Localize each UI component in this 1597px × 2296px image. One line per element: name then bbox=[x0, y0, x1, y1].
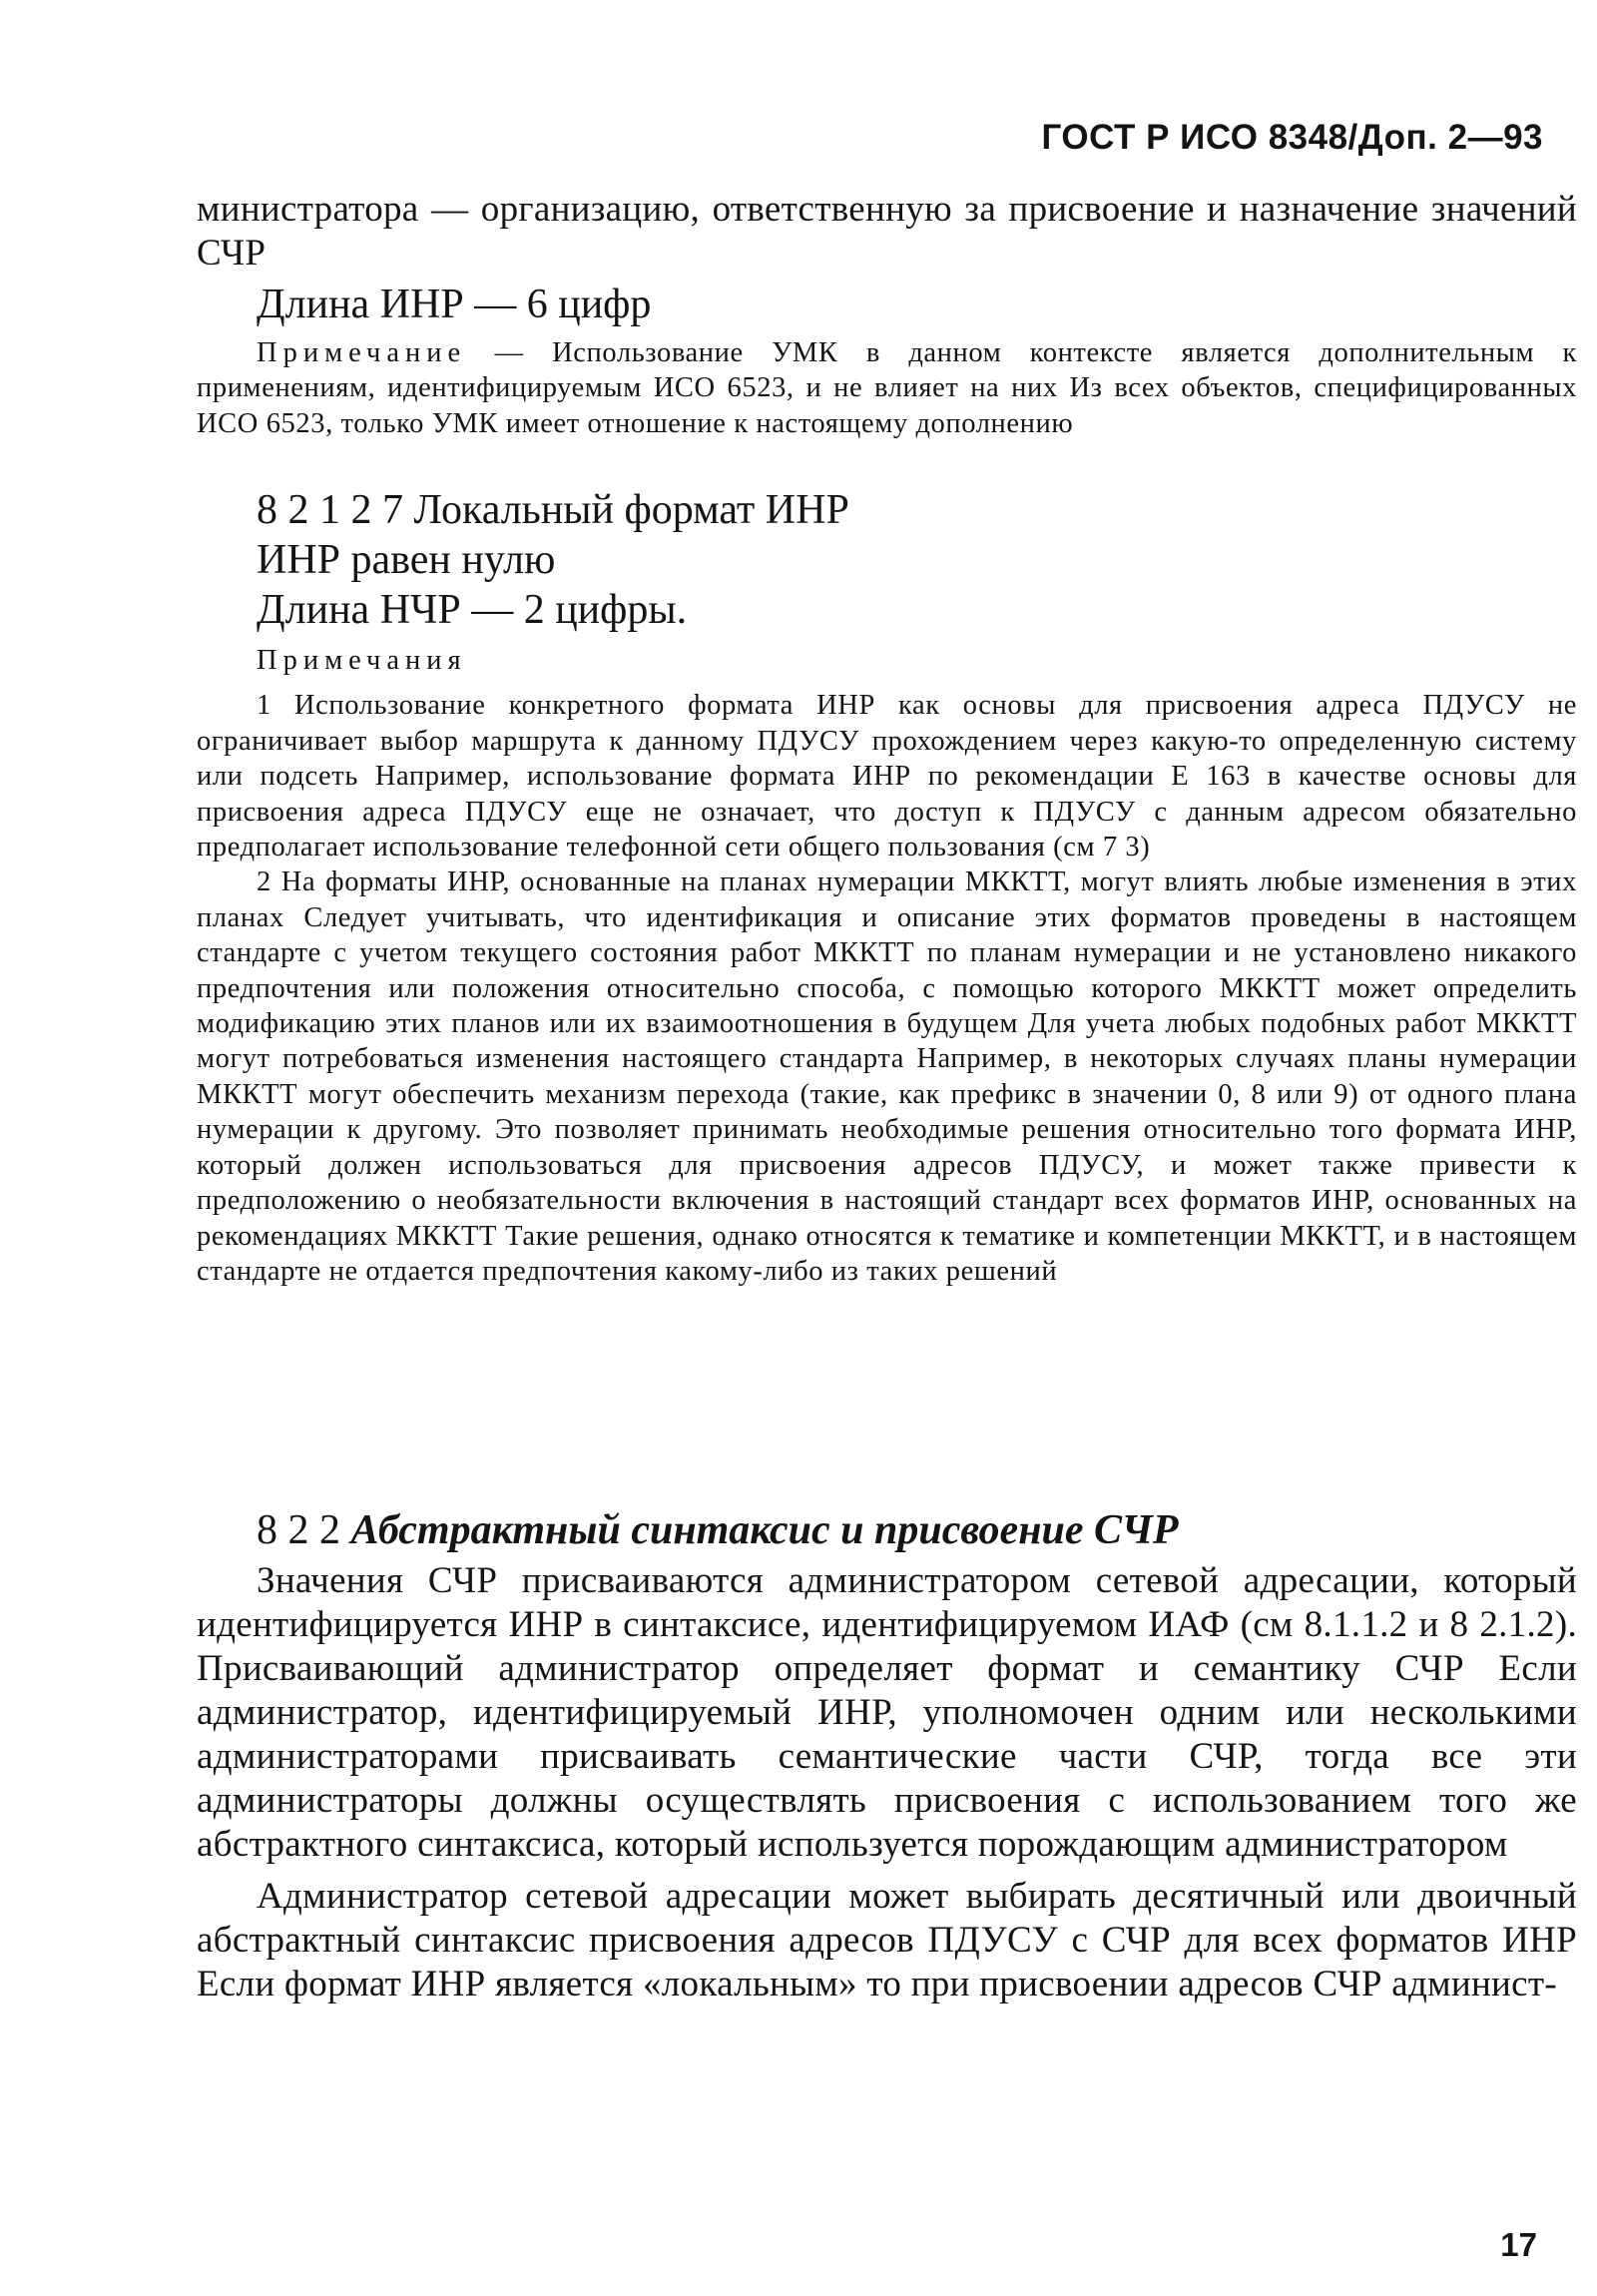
section-number-822: 8 2 2 bbox=[257, 1507, 351, 1553]
note-label: Примечание bbox=[257, 337, 467, 368]
note-2: 2 На форматы ИНР, основанные на планах нумерации МККТТ, могут влиять любые изменения в этих планах Следует учитывать, что идентификация и описание этих форматов проведены в настоящем стандарте с учетом текущего состояния работ МККТТ по планам нумерации и не установлено никакого предпочтения или положения относительно способа, с помощью которого МККТТ может определить модификацию этих планов или их взаимоотношения в будущем Для учета любых подобных работ МККТТ могут потребоваться изменения настоящего стандарта Например, в некоторых случаях планы нумерации МККТТ могут обеспечить механизм перехода (такие, как префикс в значении 0, 8 или 9) от одного плана нумерации к другому. Это позволяет принимать необходимые решения относительно того формата ИНР, который должен использоваться для присвоения адресов ПДУСУ, и может также привести к предположению о необязательности включения в настоящий стандарт всех форматов ИНР, основанных на рекомендациях МККТТ Такие решения, однако относятся к тематике и компетенции МККТТ, и в настоящем стандарте не отдается предпочтения какому-либо из таких решений bbox=[197, 866, 1577, 1287]
notes-label: Примечания bbox=[257, 645, 467, 676]
section-title-8127: 8 2 1 2 7 Локальный формат ИНР bbox=[257, 487, 849, 533]
page-number: 17 bbox=[1500, 2226, 1537, 2263]
idi-zero-line: ИНР равен нулю bbox=[257, 537, 556, 583]
section-heading-822: Абстрактный синтаксис и присвоение СЧР bbox=[350, 1507, 1179, 1553]
note-text: — Использование УМК в данном контексте является дополнительным к применениям, идентифицируемым ИСО 6523, и не влияет на них Из всех объектов, специфицированных ИСО 6523, только УМК имеет отношение к настоящему дополнению bbox=[197, 337, 1577, 439]
intro-paragraph: министратора — организацию, ответственную за присвоение и назначение значений СЧР bbox=[197, 189, 1577, 274]
note-umk bbox=[197, 335, 1577, 441]
paragraph-abstract-syntax: Администратор сетевой адресации может выбирать десятичный или двоичный абстрактный синтаксис присвоения адресов ПДУСУ с СЧР для всех форматов ИНР Если формат ИНР является «локальным» то при присвоении адресов СЧР админист- bbox=[197, 1876, 1577, 2005]
nsap-length-line: Длина ИНР — 6 цифр bbox=[257, 282, 652, 327]
paragraph-dsp-assignment: Значения СЧР присваиваются администратором сетевой адресации, который идентифицируется ИНР в синтаксисе, идентифицируемом ИАФ (см 8.1.1.2 и 8 2.1.2). Присваивающий администратор определяет формат и семантику СЧР Если администратор, идентифицируемый ИНР, уполномочен одним или несколькими администраторами присваивать семантические части СЧР, тогда все эти администраторы должны осуществлять присвоения с использованием того же абстрактного синтаксиса, который используется порождающим администратором bbox=[197, 1560, 1577, 1865]
section-822 bbox=[197, 1505, 1577, 2007]
section-title-822 bbox=[257, 1505, 1577, 1555]
section-8127 bbox=[197, 485, 1577, 1289]
page-header: ГОСТ Р ИСО 8348/Доп. 2—93 bbox=[1041, 118, 1543, 157]
dsp-length-line: Длина НЧР — 2 цифры. bbox=[257, 587, 688, 633]
intro-section bbox=[197, 188, 1577, 441]
note-1: 1 Использование конкретного формата ИНР как основы для присвоения адреса ПДУСУ не ограничивает выбор маршрута к данному ПДУСУ прохождением через какую-то определенную систему или подсеть Например, использование формата ИНР по рекомендации Е 163 в качестве основы для присвоения адреса ПДУСУ еще не означает, что доступ к ПДУСУ с данным адресом обязательно предполагает использование телефонной сети общего пользования (см 7 3) bbox=[197, 690, 1577, 863]
